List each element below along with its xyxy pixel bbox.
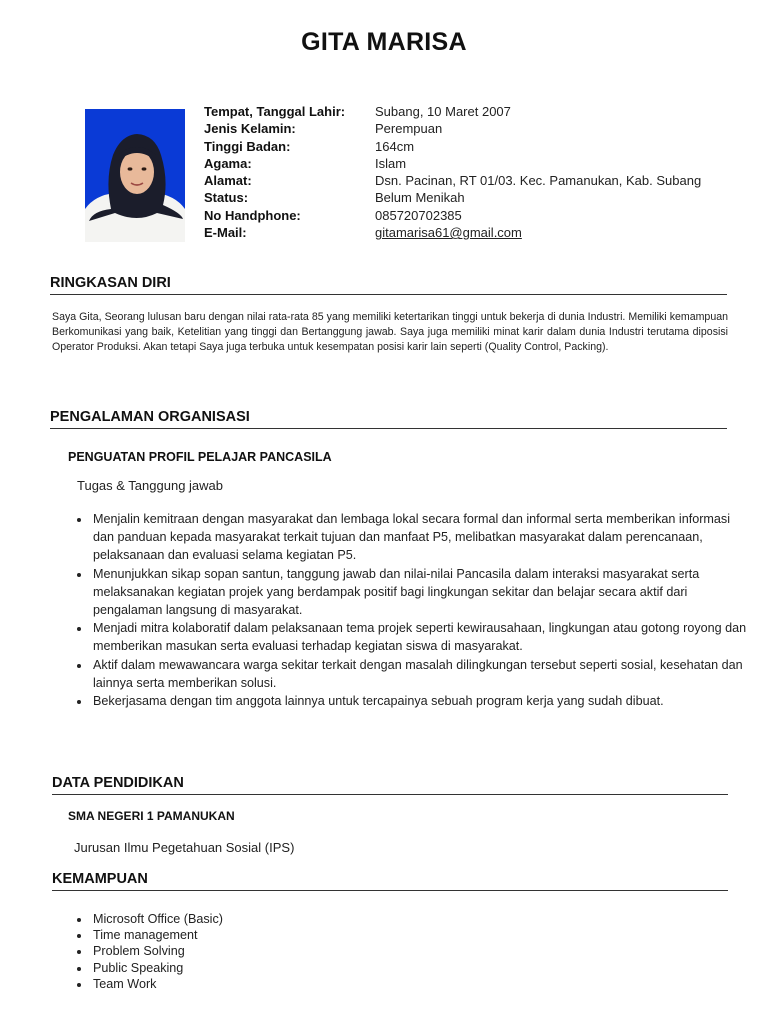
info-value: Dsn. Pacinan, RT 01/03. Kec. Pamanukan, Kab. Subang	[375, 173, 702, 189]
list-item: • Bekerjasama dengan tim anggota lainnya untuk tercapainya sebuah program kerja yang sudah dibuat.	[91, 692, 751, 710]
info-value: Subang, 10 Maret 2007	[375, 104, 511, 119]
info-label: Status:	[204, 190, 249, 206]
info-row-phone	[204, 207, 701, 224]
duty-heading: Tugas & Tanggung jawab	[77, 478, 223, 493]
list-item: • Menjadi mitra kolaboratif dalam pelaksanaan tema projek seperti kewirausahaan, lingkungan atau gotong royong dan memberikan masukan serta evaluasi terhadap kegiatan siswa di masyarakat.	[91, 619, 751, 655]
info-value: 085720702385	[375, 207, 462, 223]
summary-heading: RINGKASAN DIRI	[50, 275, 727, 295]
duty-list	[75, 510, 751, 710]
school-major: Jurusan Ilmu Pegetahuan Sosial (IPS)	[74, 840, 295, 855]
info-value: Belum Menikah	[375, 190, 465, 206]
info-label: Jenis Kelamin:	[204, 121, 296, 137]
info-value: 164cm	[375, 138, 415, 154]
summary-text: Saya Gita, Seorang lulusan baru dengan nilai rata-rata 85 yang memiliki ketertarikan tinggi untuk bekerja di dunia Industri. Memiliki kemampuan Berkomunikasi yang baik, Ketelitian yang tinggi dan Bertanggung jawab. Saya juga memiliki minat karir dalam dunia Industri terutama diposisi Operator Produksi. Akan tetapi Saya juga terbuka untuk kesempatan posisi karir lain seperti (Quality Control, Packing).	[52, 311, 728, 354]
info-value: Islam	[375, 155, 407, 171]
list-item: • Menunjukkan sikap sopan santun, tanggung jawab dan nilai-nilai Pancasila dalam interaksi masyarakat serta melaksanakan kegiatan projek yang berdampak positif bagi lingkungan sekitar dan belajar secara aktif dari pengalaman langsung di masyarakat.	[91, 565, 751, 620]
info-label: Alamat:	[204, 173, 252, 189]
list-item: • Time management	[91, 927, 491, 943]
info-label: No Handphone:	[204, 207, 301, 223]
school-name: SMA NEGERI 1 PAMANUKAN	[68, 809, 235, 823]
info-label: Tempat, Tanggal Lahir:	[204, 104, 346, 119]
organization-heading: PENGALAMAN ORGANISASI	[50, 409, 727, 429]
list-item: • Public Speaking	[91, 960, 491, 976]
info-label: Tinggi Badan:	[204, 138, 291, 154]
info-row-height	[204, 138, 701, 155]
email-link[interactable]: gitamarisa61@gmail.com	[375, 225, 522, 241]
info-row-birth	[204, 103, 701, 120]
list-item: • Problem Solving	[91, 943, 491, 959]
info-label: Agama:	[204, 155, 252, 171]
resume-name: GITA MARISA	[301, 28, 467, 56]
skills-heading: KEMAMPUAN	[52, 871, 728, 891]
info-row-address	[204, 172, 701, 189]
profile-photo-image	[85, 109, 185, 242]
info-label: E-Mail:	[204, 225, 247, 241]
education-heading: DATA PENDIDIKAN	[52, 775, 728, 795]
organization-role: PENGUATAN PROFIL PELAJAR PANCASILA	[68, 450, 332, 464]
personal-info	[204, 103, 701, 241]
list-item: • Microsoft Office (Basic)	[91, 911, 491, 927]
info-row-religion	[204, 155, 701, 172]
info-row-email	[204, 224, 701, 241]
skills-list	[75, 911, 491, 992]
list-item: • Aktif dalam mewawancara warga sekitar terkait dengan masalah dilingkungan tersebut seperti sosial, kesehatan dan lainnya serta memberikan solusi.	[91, 656, 751, 692]
info-row-gender	[204, 120, 701, 137]
info-row-status	[204, 189, 701, 206]
info-value: Perempuan	[375, 121, 443, 137]
list-item: • Menjalin kemitraan dengan masyarakat dan lembaga lokal secara formal dan informal serta memberikan informasi dan panduan kepada masyarakat terkait tujuan dan manfaat P5, melibatkan masyarakat dalam perencanaan, pelaksanaan dan evaluasi selama kegiatan P5.	[91, 510, 751, 565]
list-item: • Team Work	[91, 976, 491, 992]
profile-photo	[85, 109, 185, 242]
